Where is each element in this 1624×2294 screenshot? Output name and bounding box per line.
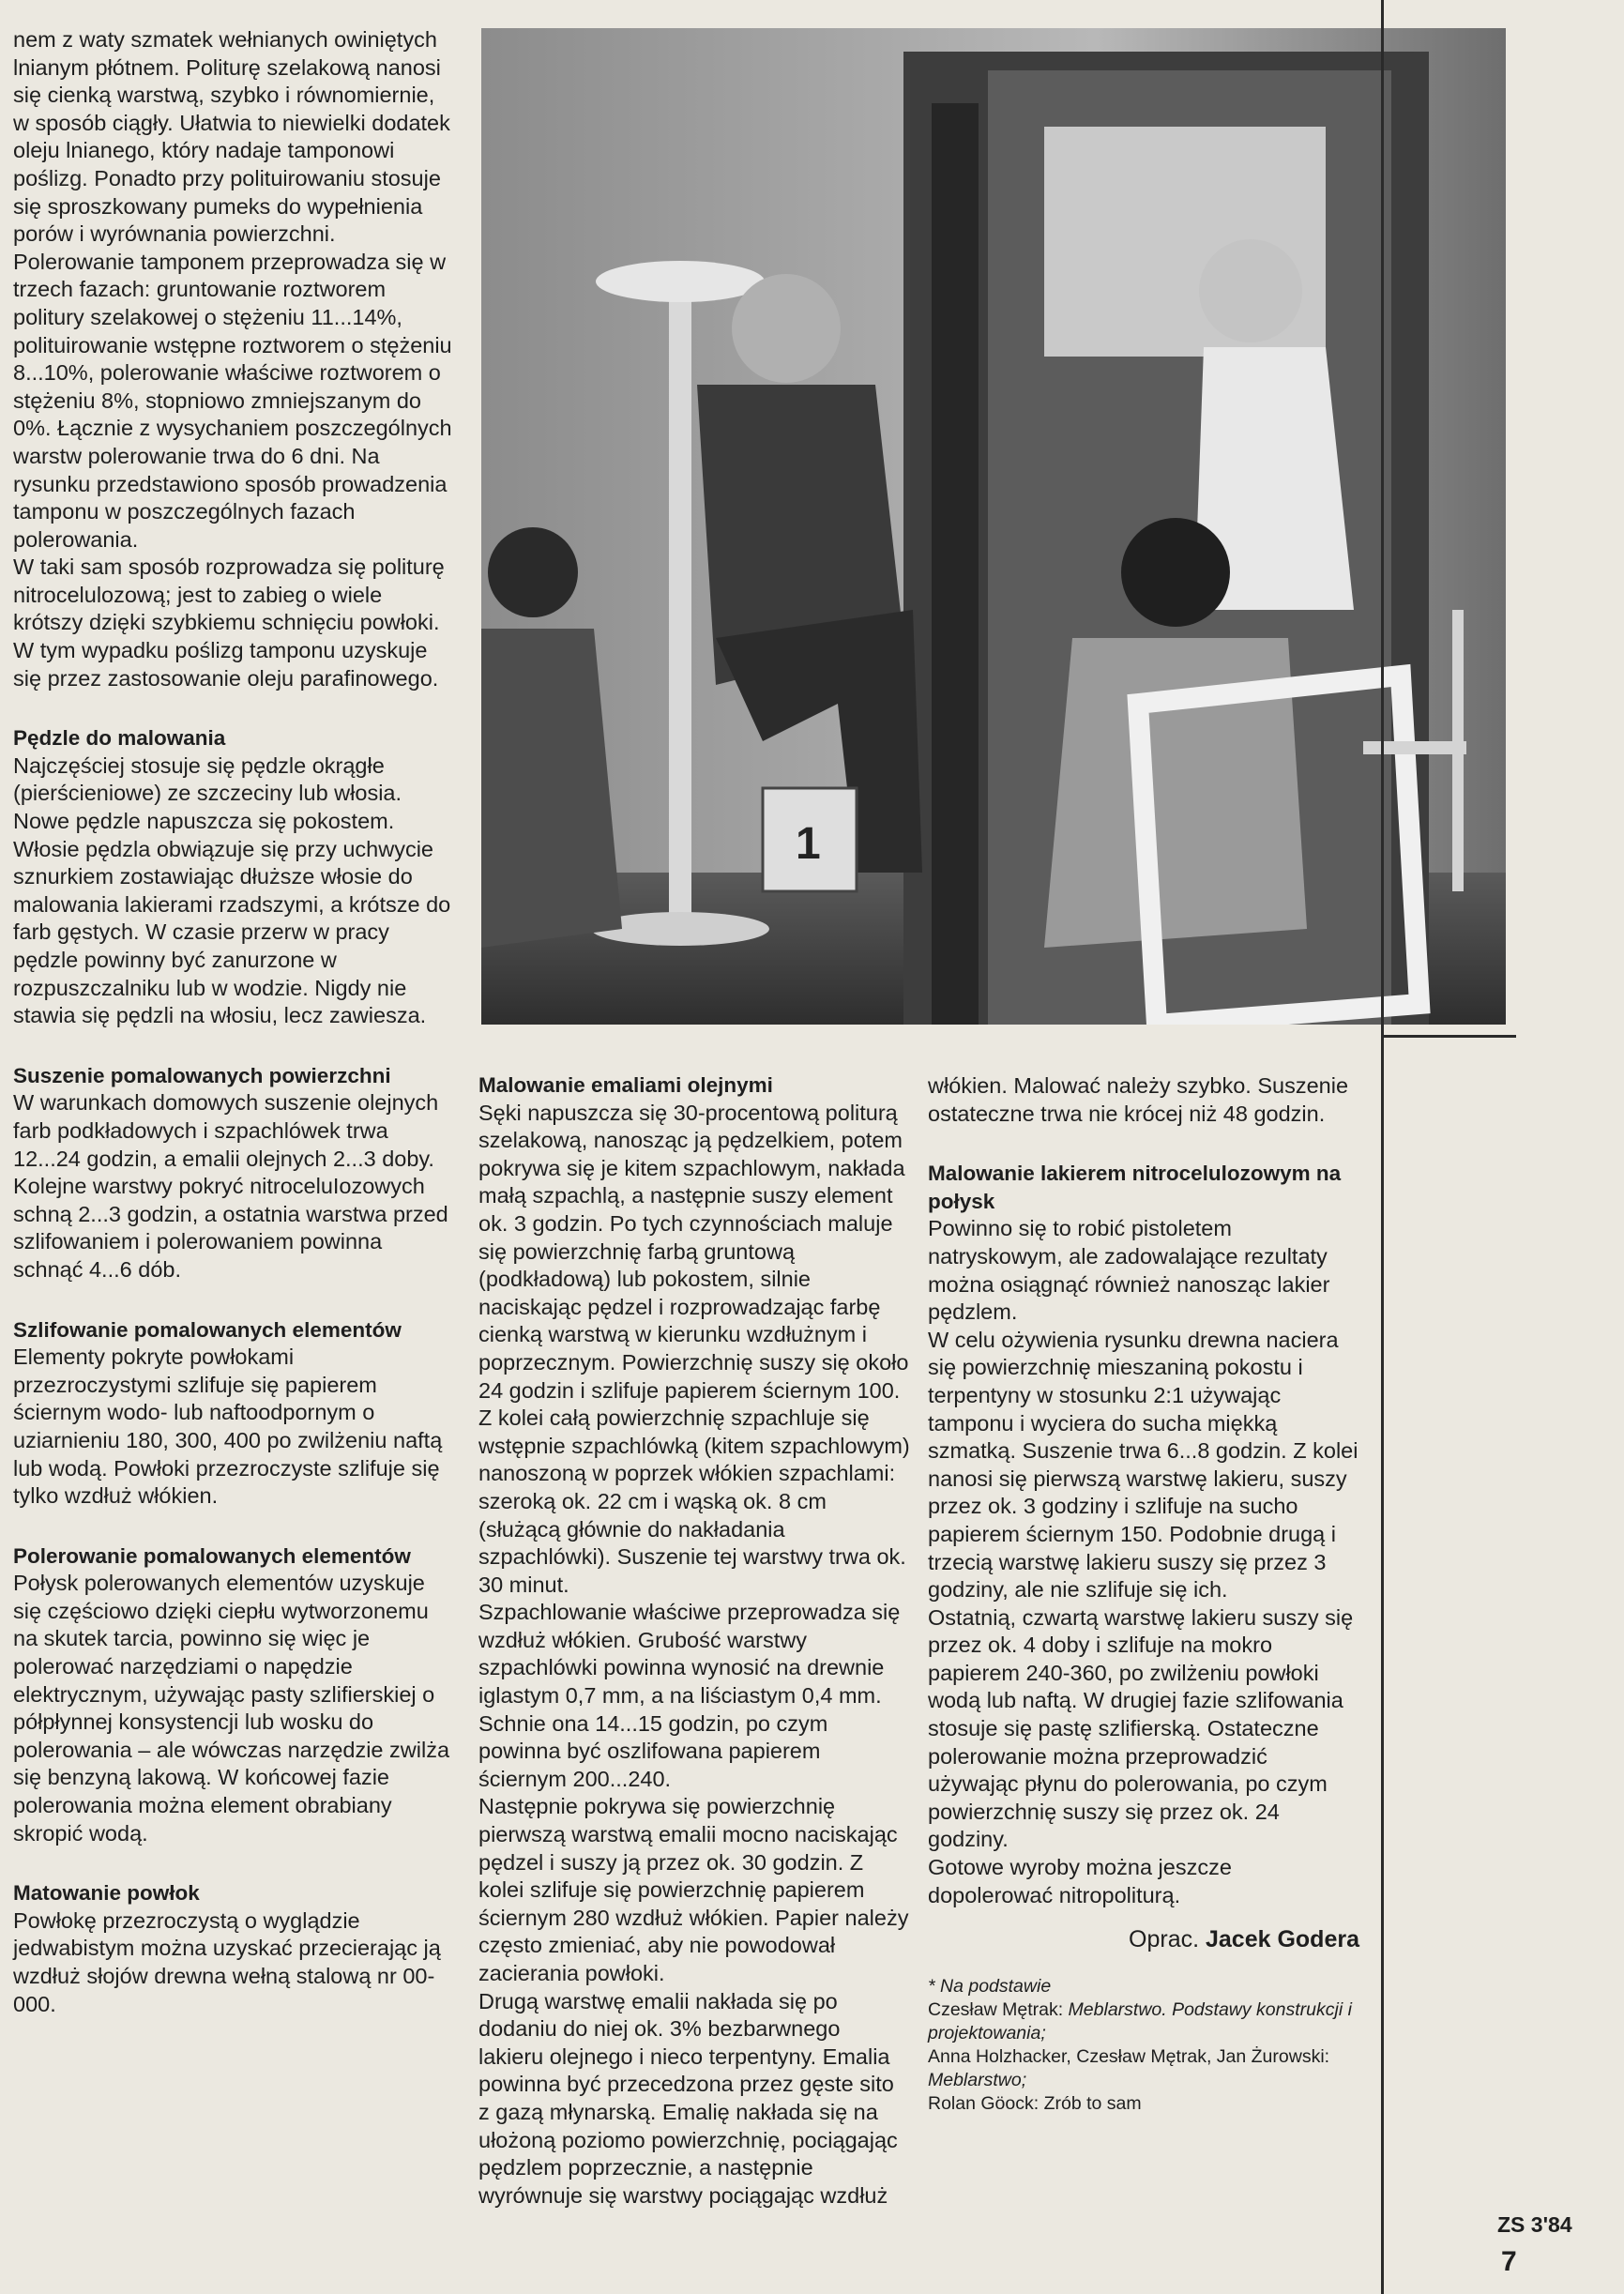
door-jamb bbox=[932, 103, 979, 1025]
chair-back bbox=[1452, 610, 1464, 891]
section-text-emalie: Z kolei całą powierzchnię szpachluje się wstępnie szpachlówką (kitem szpachlowym) nanoszoną w poprzek włókien szpachlami: szeroką ok. 22 cm i wąską ok. 8 cm (służącą głównie do nakładania szpachlówki). Suszenie tej warstwy trwa ok. 30 minut. bbox=[478, 1405, 910, 1597]
section-heading-suszenie: Suszenie pomalowanych powierzchni bbox=[13, 1063, 391, 1087]
section-heading-pedzle: Pędzle do malowania bbox=[13, 726, 226, 751]
photograph-illustration bbox=[481, 28, 1506, 1025]
reference-title: Meblarstwo; bbox=[928, 2069, 1027, 2090]
references-note: * Na podstawie bbox=[928, 1975, 1052, 1997]
reference-author: Anna Holzhacker, Czesław Mętrak, Jan Żurowski: bbox=[928, 2045, 1330, 2067]
man-head bbox=[732, 274, 841, 383]
section-text-matowanie: Powłokę przezroczystą o wyglądzie jedwabistym można uzyskać przecierając ją wzdłuż słojów drewna wełną stalową nr 00-000. bbox=[13, 1907, 441, 2016]
section-text-lakier: W celu ożywienia rysunku drewna naciera się powierzchnię mieszaniną pokostu i terpentyny w stosunku 2:1 używając tamponu i wyciera do sucha miękką szmatką. Suszenie trwa 6...8 godzin. Z kolei nanosi się pierwszą warstwę lakieru, suszy przez ok. 3 godziny i szlifuje na sucho papierem ściernym 150. Podobnie drugą i trzecią warstwę lakieru suszy się przez 3 godziny, ale nie szlifuje się ich. bbox=[928, 1327, 1358, 1603]
woman-head bbox=[1199, 239, 1302, 342]
section-text-lakier: Powinno się to robić pistoletem natryskowym, ale zadowalające rezultaty można osiągnąć również nanosząc lakier pędzlem. bbox=[928, 1216, 1330, 1325]
column-rule bbox=[1381, 0, 1384, 2294]
section-text-emalie: Drugą warstwę emalii nakłada się po dodaniu do niej ok. 3% bezbarwnego lakieru olejnego i nieco terpentyny. Emalia powinna być przecedzona przez gęste sito z gazą młynarską. Emalię nakłada się na ułożoną poziomo powierzchnię, pociągając pędzlem poprzecznie, a następnie wyrównuje się warstwy pociągając wzdłuż bbox=[478, 1988, 898, 2208]
young-man-head bbox=[1121, 518, 1230, 627]
section-heading-szlifowanie: Szlifowanie pomalowanych elementów bbox=[13, 1317, 402, 1342]
byline bbox=[928, 1926, 1359, 1954]
section-text-lakier: Ostatnią, czwartą warstwę lakieru suszy się przez ok. 4 doby i szlifuje na mokro papierem 240-360, po zwilżeniu powłoki wodą lub naftą. W drugiej fazie szlifowania stosuje się pastę szlifierską. Ostateczne polerowanie można przeprowadzić używając płynu do polerowania, po czym powierzchnię suszy się przez ok. 24 godziny. bbox=[928, 1604, 1354, 1852]
reference-title: Zrób to sam bbox=[1043, 2092, 1142, 2114]
section-text-suszenie: W warunkach domowych suszenie olejnych farb podkładowych i szpachlówek trwa 12...24 godzin, a emalii olejnych 2...3 doby. bbox=[13, 1090, 439, 1171]
section-heading-emalie: Malowanie emaliami olejnymi bbox=[478, 1073, 773, 1097]
coat-stand bbox=[669, 281, 691, 919]
references bbox=[928, 1975, 1359, 2116]
section-text-lakier: Gotowe wyroby można jeszcze dopolerować nitropoliturą. bbox=[928, 1855, 1232, 1907]
intro-paragraph: W taki sam sposób rozprowadza się politurę nitrocelulozową; jest to zabieg o wiele krótszy dzięki szybkiemu schnięciu powłoki. W tym wypadku poślizg tamponu uzyskuje się przez zastosowanie oleju parafinowego. bbox=[13, 555, 445, 691]
byline-author: Jacek Godera bbox=[1206, 1926, 1359, 1953]
coat-stand-top bbox=[596, 261, 765, 302]
section-heading-polerowanie: Polerowanie pomalowanych elementów bbox=[13, 1543, 411, 1568]
intro-paragraph: nem z waty szmatek wełnianych owiniętych lnianym płótnem. Politurę szelakową nanosi się cienką warstwą, szybko i równomiernie, w sposób ciągły. Ułatwia to niewielki dodatek oleju lnianego, który nadaje tamponowi poślizg. Ponadto przy polituirowaniu stosuje się sproszkowany pumeks do wypełnienia porów i wyrównania powierzchni. bbox=[13, 27, 450, 247]
column-left bbox=[13, 26, 454, 2018]
section-text-emalie: Sęki napuszcza się 30-procentową politurą szelakową, nanosząc ją pędzelkiem, potem pokrywa się je kitem szpachlowym, nakłada małą szpachlą, a następnie suszy element ok. 3 godzin. Po tych czynnościach maluje się powierzchnię farbą gruntową (podkładową) lub pokostem, silnie naciskając pędzel i rozprowadzając farbę cienką warstwą w kierunku wzdłużnym i poprzecznym. Powierzchnię suszy się około 24 godzin i szlifuje papierem ściernym 100. bbox=[478, 1100, 909, 1403]
section-text-emalie: Szpachlowanie właściwe przeprowadza się wzdłuż włókien. Grubość warstwy szpachlówki powinna wynosić na drewnie iglastym 0,7 mm, a na liściastym 0,4 mm. Schnie ona 14...15 godzin, po czym powinna być oszlifowana papierem ściernym 200...240. bbox=[478, 1600, 901, 1791]
girl-head bbox=[488, 527, 578, 617]
byline-prefix: Oprac. bbox=[1129, 1926, 1200, 1953]
page-number: 7 bbox=[1501, 2246, 1517, 2277]
section-text-pedzle: Najczęściej stosuje się pędzle okrągłe (pierścieniowe) ze szczeciny lub włosia. Nowe pędzle napuszcza się pokostem. Włosie pędzla obwiązuje się przy uchwycie sznurkiem zostawiając dłuższe włosie do malowania lakierami rzadszymi, a krótsze do farb gęstych. W czasie przerw w pracy pędzle powinny być zanurzone w rozpuszczalniku lub w wodzie. Nigdy nie stawia się pędzli na włosiu, lecz zawiesza. bbox=[13, 752, 451, 1028]
margin-rule bbox=[1381, 1035, 1516, 1038]
column-right bbox=[928, 1072, 1359, 2116]
section-text-polerowanie: Połysk polerowanych elementów uzyskuje się częściowo dzięki ciepłu wytworzonemu na skutek tarcia, powinno się więc je polerować narzędziami o napędzie elektrycznym, używając pasty szlifierskiej o półpłynnej konsystencji lub wosku do polerowania – ale wówczas narzędzie zwilża się benzyną lakową. W końcowej fazie polerowania można element obrabiany skropić wodą. bbox=[13, 1571, 450, 1846]
section-text-suszenie: Kolejne warstwy pokryć nitroceluIozowych schną 2...3 godzin, a ostatnia warstwa przed szlifowaniem i polerowaniem powinna schnąć 4...6 dób. bbox=[13, 1174, 448, 1282]
intro-paragraph: Polerowanie tamponem przeprowadza się w trzech fazach: gruntowanie roztworem politury szelakowej o stężeniu 11...14%, polituirowanie wstępne roztworem o stężeniu 8...10%, polerowanie właściwe roztworem o stężeniu 8%, stopniowo zmniejszanym do 0%. Łącznie z wysychaniem poszczególnych warstw polerowanie trwa do 6 dni. Na rysunku przedstawiono sposób prowadzenia tamponu w poszczególnych fazach polerowania. bbox=[13, 249, 452, 552]
reference-author: Rolan Göock: bbox=[928, 2092, 1044, 2114]
paint-can-label: 1 bbox=[796, 819, 821, 869]
photograph bbox=[481, 28, 1506, 1025]
section-text-emalie: Następnie pokrywa się powierzchnię pierwszą warstwą emalii mocno naciskając pędzel i suszy ją przez ok. 30 godzin. Z kolei szlifuje się powierzchnię papierem ściernym 280 wzdłuż włókien. Papier należy często zmieniać, aby nie powodował zacierania powłoki. bbox=[478, 1794, 909, 1985]
reference-title: Meblarstwo. Podstawy konstrukcji i projektowania; bbox=[928, 1998, 1352, 2043]
section-heading-lakier: Malowanie lakierem nitrocelulozowym na połysk bbox=[928, 1162, 1342, 1213]
issue-label: ZS 3'84 bbox=[1497, 2212, 1572, 2237]
section-heading-matowanie: Matowanie powłok bbox=[13, 1881, 200, 1906]
column-middle bbox=[478, 1071, 910, 2210]
reference-author: Czesław Mętrak: bbox=[928, 1998, 1069, 2020]
continuation-text: włókien. Malować należy szybko. Suszenie ostateczne trwa nie krócej niż 48 godzin. bbox=[928, 1073, 1349, 1126]
section-text-szlifowanie: Elementy pokryte powłokami przezroczystymi szlifuje się papierem ściernym wodo- lub naftoodpornym o uziarnieniu 180, 300, 400 po zwilżeniu naftą lub wodą. Powłoki przezroczyste szlifuje się tylko wzdłuż włókien. bbox=[13, 1344, 443, 1509]
chair-seat bbox=[1363, 741, 1466, 754]
